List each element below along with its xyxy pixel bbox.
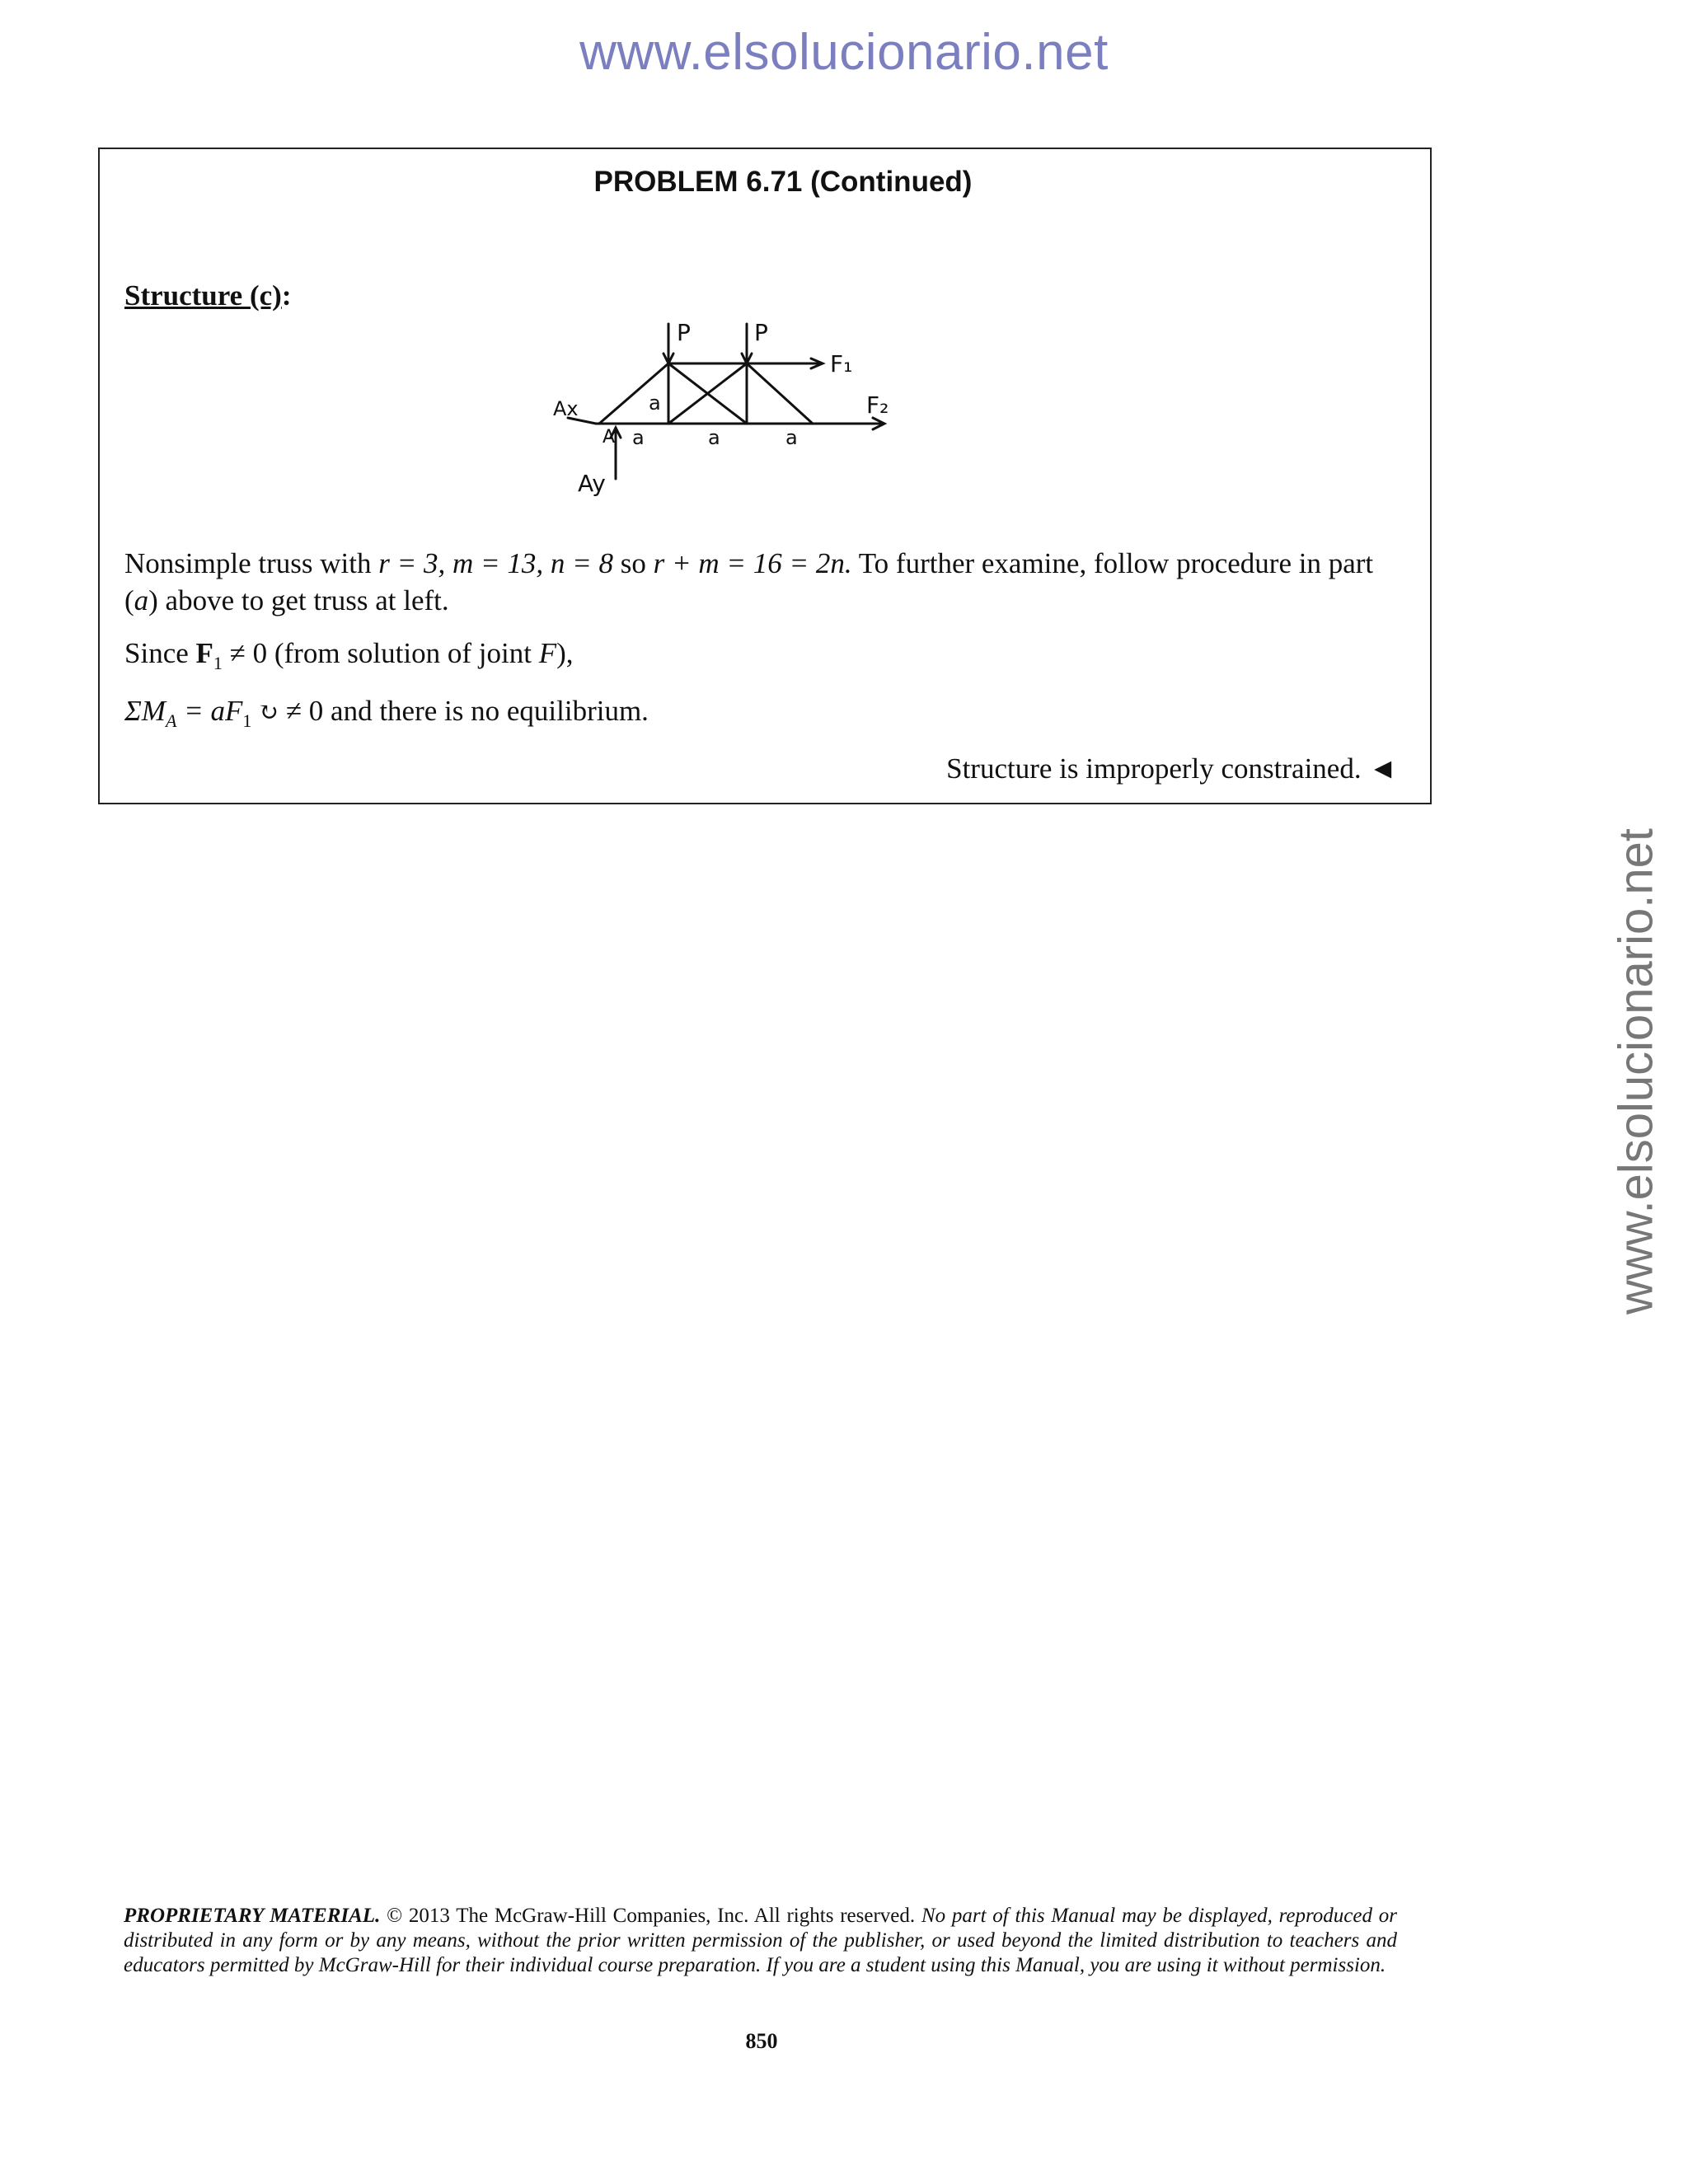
moment-sub-1: 1: [242, 710, 252, 731]
since-text-2: ≠ 0 (from solution of joint: [222, 637, 539, 669]
para-text-3: ) above to get truss at left.: [148, 584, 449, 616]
label-ax: Ax: [553, 397, 579, 420]
footer-copyright: [124, 1904, 1397, 1978]
label-p1: P: [677, 322, 691, 346]
watermark-side: www.elsolucionario.net: [1609, 828, 1663, 1315]
member-right-diagonal: [747, 363, 813, 424]
label-ay: Ay: [578, 470, 606, 497]
label-a-span-2: a: [708, 426, 720, 449]
truss-analysis-paragraph: [124, 545, 1410, 619]
footer-lead: PROPRIETARY MATERIAL.: [124, 1905, 381, 1927]
since-text-3: ),: [556, 637, 574, 669]
heading-colon: :: [281, 279, 292, 312]
conclusion-marker-icon: ◄: [1368, 752, 1397, 785]
watermark-top: www.elsolucionario.net: [579, 24, 1109, 81]
clockwise-arrow-icon: ↻: [251, 699, 279, 726]
since-line: [124, 637, 573, 674]
para-math-rmn: r = 3, m = 13, n = 8: [378, 547, 613, 579]
moment-equation: [124, 695, 649, 732]
conclusion: [946, 752, 1397, 785]
problem-title: PROBLEM 6.71 (Continued): [593, 166, 973, 198]
moment-sub-a: A: [165, 710, 177, 731]
problem-box: [98, 148, 1432, 804]
label-a-point: A: [603, 427, 616, 448]
structure-heading-text: Structure (c): [124, 279, 282, 312]
footer-rights: © 2013 The McGraw-Hill Companies, Inc. All rights reserved.: [380, 1905, 916, 1927]
force-f-bold: F: [195, 637, 213, 669]
page-number: 850: [745, 2029, 778, 2053]
para-part-a: a: [134, 584, 149, 616]
since-text: Since: [124, 637, 196, 669]
moment-neq: ≠ 0: [279, 695, 324, 727]
para-text-1: Nonsimple truss with: [124, 547, 379, 579]
label-f2: F₂: [866, 391, 889, 419]
truss-diagram: [553, 322, 916, 520]
conclusion-text: Structure is improperly constrained.: [946, 752, 1362, 785]
label-f1: F₁: [830, 350, 853, 377]
para-text-2: To further examine, follow procedure in part (: [124, 547, 1374, 616]
structure-heading: [124, 279, 291, 312]
force-f-sub: 1: [213, 653, 223, 673]
moment-eq: = aF: [176, 695, 243, 727]
moment-sigma: ΣM: [124, 695, 166, 727]
label-a-vertical: a: [649, 391, 661, 415]
label-a-span-3: a: [785, 426, 798, 449]
label-a-span-1: a: [632, 426, 645, 449]
footer-notice: No part of this Manual may be displayed, reproduced or distributed in any form or by any means, without the prior written permission of the publisher, or used beyond the limited distribution to teachers and educators permitted by McGraw-Hill for their individual course preparation. If you are a student using this Manual, you are using it without permission.: [124, 1905, 1397, 1976]
moment-text: and there is no equilibrium.: [323, 695, 649, 727]
para-text-so: so: [612, 547, 654, 579]
label-p2: P: [754, 322, 768, 346]
para-math-sum: r + m = 16 = 2n.: [653, 547, 852, 579]
joint-f: F: [538, 637, 557, 669]
